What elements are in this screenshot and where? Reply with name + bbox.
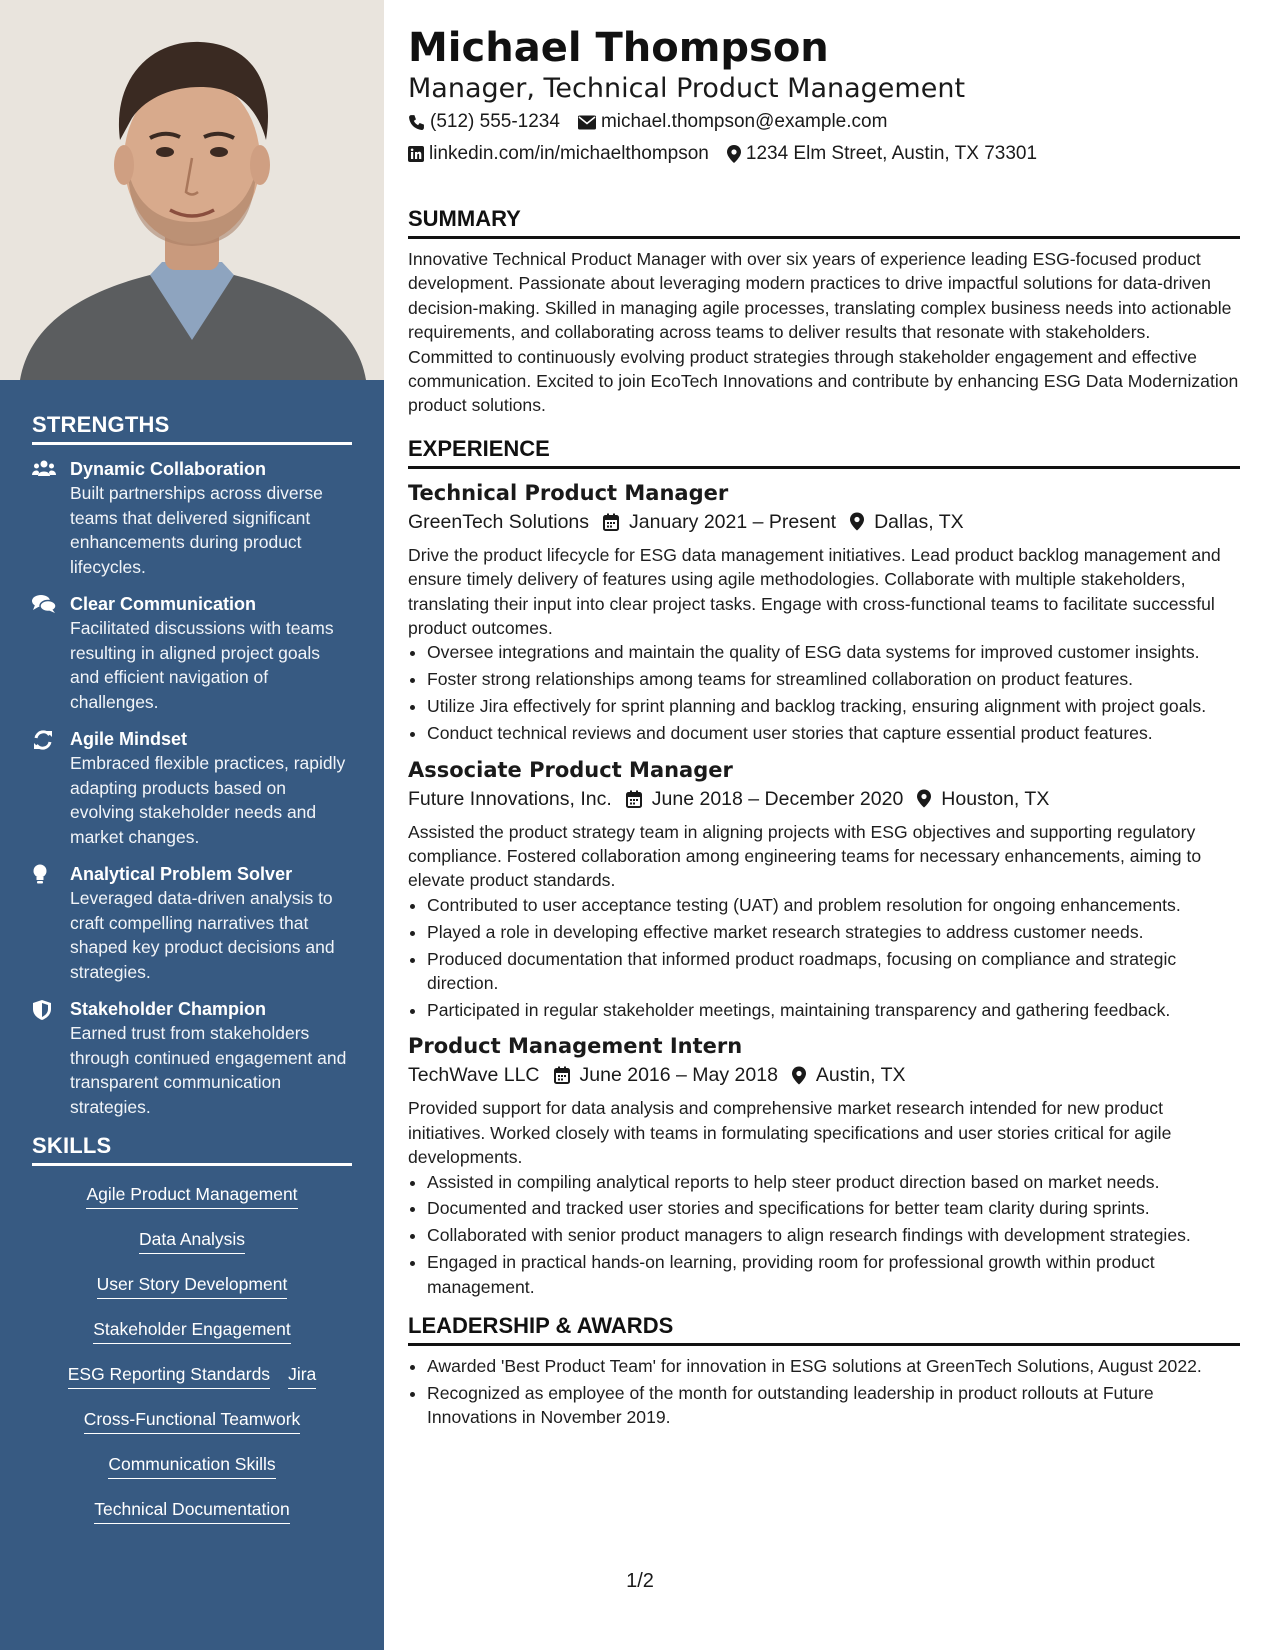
strength-title: Clear Communication: [70, 594, 257, 614]
company-name: GreenTech Solutions: [408, 510, 590, 533]
map-pin-icon: [792, 1066, 806, 1085]
strengths-heading: STRENGTHS: [32, 412, 352, 445]
bullet-item: • Foster strong relationships among teams for streamlined collaboration on product features.: [427, 667, 1240, 691]
email-contact[interactable]: [578, 106, 887, 138]
phone-icon: [408, 114, 425, 131]
job-location: [917, 784, 1049, 814]
skill-tag: Cross-Functional Teamwork: [84, 1409, 301, 1434]
skill-tag: Communication Skills: [108, 1454, 275, 1479]
job-dates: [554, 1060, 778, 1090]
candidate-role: Manager, Technical Product Management: [408, 73, 966, 104]
email-text: michael.thompson@example.com: [600, 111, 888, 132]
job-description: Drive the product lifecycle for ESG data management initiatives. Lead product backlog management and ensure timely delivery of features using agile methodologies. Collaborate with multiple stakeholders, translating their input into clear project tasks. Engage with cross-functional teams to facilitate successful product outcomes.: [408, 544, 1221, 639]
job-bullets: [408, 1170, 1240, 1300]
job-meta: [408, 784, 1240, 814]
experience-section: [408, 436, 1240, 1299]
job-title: Associate Product Manager: [408, 757, 733, 782]
award-item: • Awarded 'Best Product Team' for innovation in ESG solutions at GreenTech Solutions, August 2022.: [427, 1354, 1240, 1378]
strength-title: Analytical Problem Solver: [70, 864, 293, 884]
job-entry: [408, 479, 1240, 746]
phone-text: (512) 555-1234: [430, 111, 560, 132]
job-title: Technical Product Manager: [408, 480, 729, 505]
job-bullets: [408, 640, 1240, 745]
bullet-item: • Assisted in compiling analytical reports to help steer product direction based on market needs.: [427, 1170, 1240, 1194]
award-item: • Recognized as employee of the month for outstanding leadership in product rollouts at Future Innovations in November 2019.: [427, 1381, 1240, 1430]
calendar-icon: [554, 1066, 570, 1084]
envelope-icon: [578, 115, 596, 130]
summary-heading: SUMMARY: [408, 206, 1240, 239]
address-text: 1234 Elm Street, Austin, TX 73301: [745, 143, 1038, 164]
awards-heading: LEADERSHIP & AWARDS: [408, 1313, 1240, 1346]
job-description: Assisted the product strategy team in aligning projects with ESG objectives and supporting regulatory compliance. Fostered collaboration among engineering teams for necessary enhancements, aiming to elevate product standards.: [408, 821, 1202, 891]
bullet-item: • Produced documentation that informed product roadmaps, focusing on compliance and strategic direction.: [427, 947, 1240, 996]
bullet-item: • Utilize Jira effectively for sprint planning and backlog tracking, ensuring alignment with project goals.: [427, 694, 1240, 718]
job-description: Provided support for data analysis and comprehensive market research intended for new product initiatives. Worked closely with teams in formulating specifications and user stories critical for agile developments.: [408, 1098, 1172, 1168]
strength-title: Stakeholder Champion: [70, 999, 267, 1019]
skill-tag: Agile Product Management: [86, 1184, 297, 1209]
skill-tag: User Story Development: [97, 1274, 288, 1299]
strength-desc: Facilitated discussions with teams resulting in aligned project goals and efficient navigation of challenges.: [70, 618, 334, 712]
map-pin-icon: [727, 145, 741, 163]
strength-item: [32, 457, 352, 579]
job-meta: [408, 1060, 1240, 1090]
strength-item: [32, 862, 352, 984]
strength-title: Agile Mindset: [70, 729, 188, 749]
calendar-icon: [626, 790, 642, 808]
job-entry: [408, 756, 1240, 1023]
skill-tag: Jira: [288, 1364, 316, 1389]
job-title: Product Management Intern: [408, 1034, 743, 1059]
linkedin-contact[interactable]: [408, 138, 709, 170]
strength-item: [32, 592, 352, 714]
job-dates-text: June 2018 – December 2020: [651, 787, 904, 810]
awards-list: [408, 1354, 1240, 1430]
candidate-name: Michael Thompson: [408, 25, 829, 71]
bullet-item: • Collaborated with senior product managers to align research findings with development strategies.: [427, 1223, 1240, 1247]
summary-text: Innovative Technical Product Manager with over six years of experience leading ESG-focused product development. Passionate about leveraging modern practices to drive impactful solutions for data-driven decision-making. Skilled in managing agile processes, translating complex business needs into actionable requirements, and collaborating across teams to deliver results that resonate with stakeholders. Committed to continuously evolving product strategies through stakeholder engagement and effective communication. Excited to join EcoTech Innovations and contribute by enhancing ESG Data Modernization product solutions.: [408, 249, 1239, 416]
profile-photo: [0, 0, 384, 380]
strength-item: [32, 997, 352, 1119]
shield-icon: [32, 997, 70, 1119]
map-pin-icon: [917, 789, 931, 808]
sync-icon: [32, 727, 70, 849]
lightbulb-icon: [32, 862, 70, 984]
bullet-item: • Played a role in developing effective market research strategies to address customer needs.: [427, 920, 1240, 944]
phone-contact[interactable]: [408, 106, 560, 138]
job-bullets: [408, 893, 1240, 1023]
job-location-text: Austin, TX: [815, 1064, 906, 1087]
strength-desc: Leveraged data-driven analysis to craft compelling narratives that shaped key product decisions and strategies.: [70, 888, 335, 982]
skill-tag: Stakeholder Engagement: [93, 1319, 291, 1344]
skills-list: [32, 1174, 352, 1534]
job-location: [792, 1060, 906, 1090]
summary-section: [408, 206, 1240, 418]
strengths-list: [32, 457, 352, 1119]
contact-line: [408, 138, 1240, 170]
bullet-item: • Oversee integrations and maintain the quality of ESG data systems for improved customer insights.: [427, 640, 1240, 664]
job-dates: [626, 784, 904, 814]
job-entry: [408, 1032, 1240, 1299]
linkedin-icon: [408, 146, 424, 162]
bullet-item: • Contributed to user acceptance testing (UAT) and problem resolution for ongoing enhancements.: [427, 893, 1240, 917]
strength-title: Dynamic Collaboration: [70, 459, 267, 479]
main-content: [408, 24, 1240, 1432]
sidebar: [0, 0, 384, 1650]
strength-desc: Embraced flexible practices, rapidly adapting products based on evolving stakeholder needs and market changes.: [70, 753, 346, 847]
linkedin-text: linkedin.com/in/michaelthompson: [429, 143, 709, 164]
job-dates-text: June 2016 – May 2018: [579, 1064, 778, 1087]
strength-item: [32, 727, 352, 849]
job-location-text: Houston, TX: [941, 787, 1050, 810]
job-location-text: Dallas, TX: [874, 510, 964, 533]
job-location: [850, 507, 964, 537]
map-pin-icon: [850, 512, 864, 531]
strength-desc: Built partnerships across diverse teams that delivered significant enhancements during product lifecycles.: [70, 483, 323, 577]
bullet-item: • Participated in regular stakeholder meetings, maintaining transparency and gathering feedback.: [427, 998, 1240, 1022]
company-name: Future Innovations, Inc.: [408, 787, 612, 810]
skills-heading: SKILLS: [32, 1133, 352, 1166]
experience-heading: EXPERIENCE: [408, 436, 1240, 469]
bullet-item: • Conduct technical reviews and document user stories that capture essential product features.: [427, 721, 1240, 745]
page-number: 1/2: [626, 1570, 654, 1592]
job-meta: [408, 507, 1240, 537]
company-name: TechWave LLC: [408, 1064, 540, 1087]
skill-tag: Technical Documentation: [94, 1499, 290, 1524]
calendar-icon: [603, 513, 619, 531]
comments-icon: [32, 592, 70, 714]
strength-desc: Earned trust from stakeholders through continued engagement and transparent communication strategies.: [70, 1023, 347, 1117]
skill-tag: Data Analysis: [139, 1229, 245, 1254]
skill-tag: ESG Reporting Standards: [68, 1364, 270, 1389]
contact-line: [408, 106, 1240, 138]
job-dates-text: January 2021 – Present: [629, 510, 837, 533]
address-contact: [727, 138, 1037, 170]
bullet-item: • Documented and tracked user stories and specifications for better team clarity during sprints.: [427, 1196, 1240, 1220]
awards-section: [408, 1313, 1240, 1430]
users-icon: [32, 457, 70, 579]
bullet-item: • Engaged in practical hands-on learning, providing room for professional growth within product management.: [427, 1250, 1240, 1299]
job-dates: [603, 507, 836, 537]
